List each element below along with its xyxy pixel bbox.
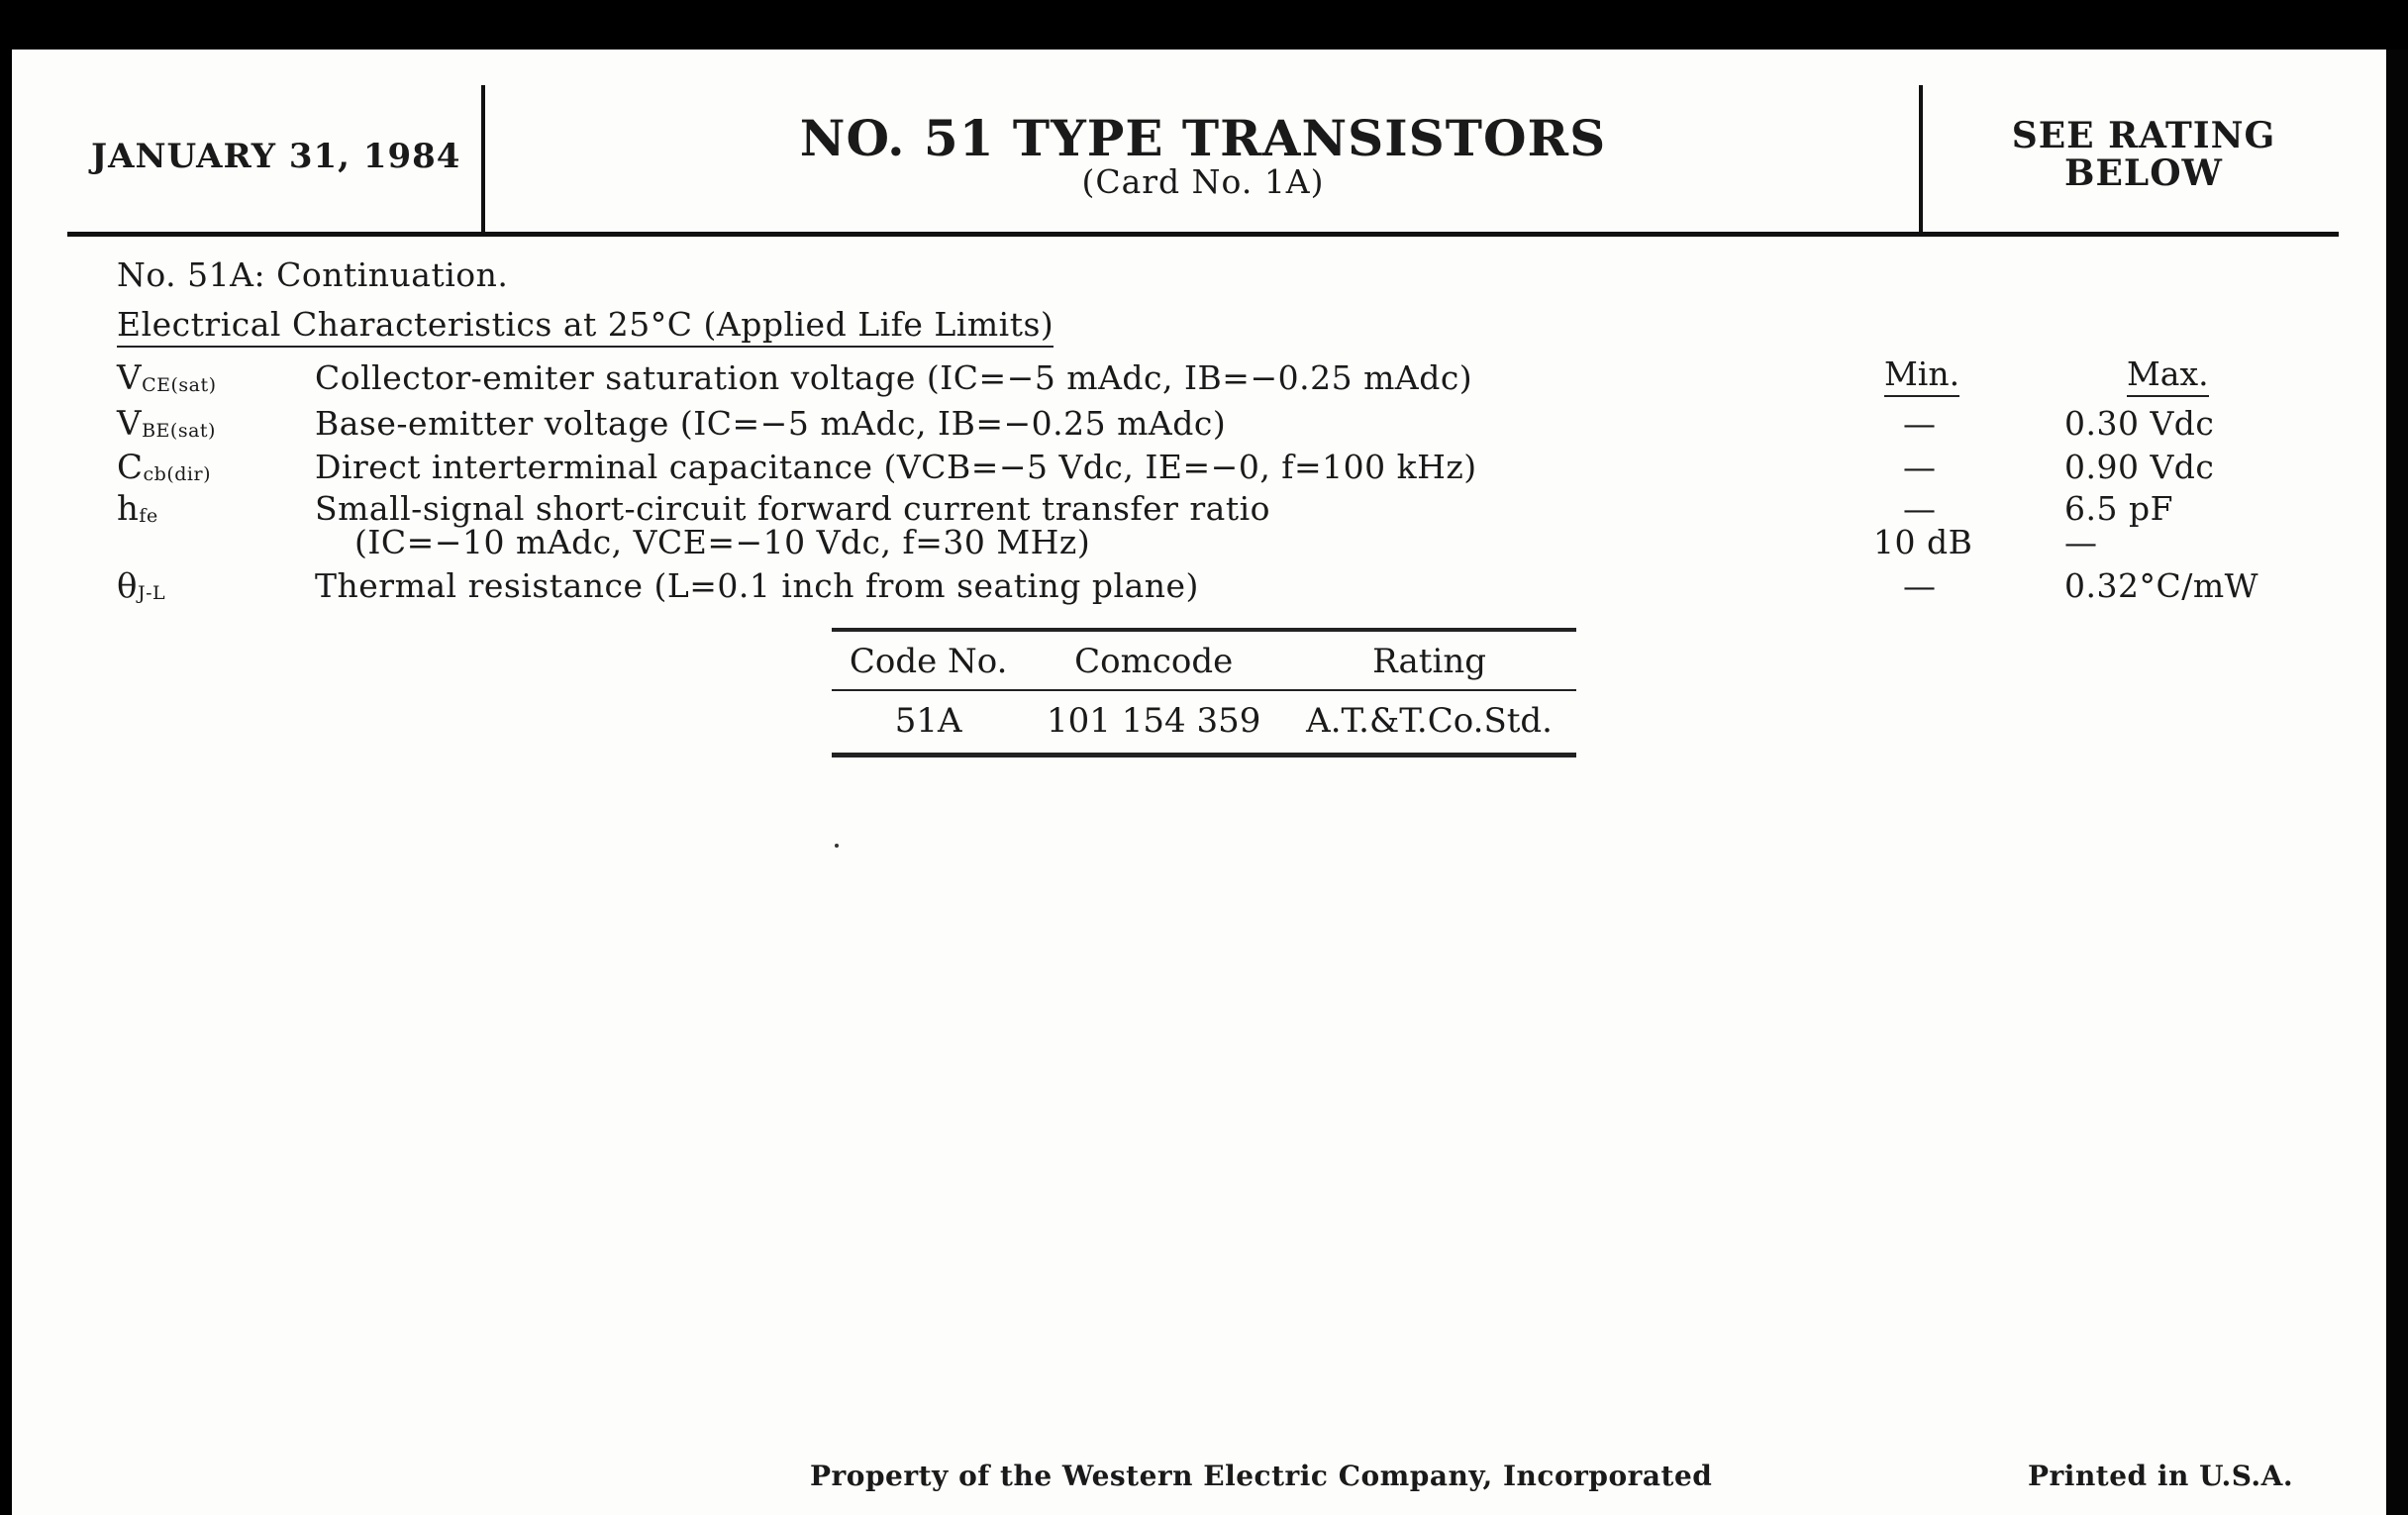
symbol-vce-sat: $V_{CE(sat)}$: [117, 358, 217, 398]
section-title: Electrical Characteristics at 25°C (Applied Life Limits): [117, 305, 1054, 348]
footer-printed: Printed in U.S.A.: [2028, 1460, 2294, 1492]
rating-line1: SEE RATING: [2011, 115, 2276, 156]
code-value: 51A: [894, 701, 962, 741]
row-description-line2: (IC=−10 mAdc, VCE=−10 Vdc, f=30 MHz): [354, 523, 1091, 561]
rating-value: A.T.&T.Co.Std.: [1306, 701, 1553, 741]
min-header: Min.: [1884, 354, 1959, 397]
row-max: 0.32°C/mW: [2064, 566, 2259, 605]
header-rating: [1956, 117, 2332, 192]
row-min-2: 10 dB: [1873, 523, 1973, 561]
row-max: 0.90 Vdc: [2064, 448, 2215, 486]
footer-property: Property of the Western Electric Company, Incorporated: [810, 1460, 1713, 1492]
row-description: Collector-emiter saturation voltage (IC=−5 mAdc, IB=−0.25 mAdc): [315, 358, 1473, 397]
page-subtitle: (Card No. 1A): [1081, 162, 1325, 201]
symbol-ccb-dir: $C_{cb(dir)}$: [117, 448, 211, 487]
row-min: —: [1903, 566, 1937, 605]
row-max: 6.5 pF: [2064, 489, 2173, 528]
comcode-value: 101 154 359: [1047, 701, 1261, 741]
rating-header: Rating: [1282, 630, 1576, 690]
page-title: NO. 51 TYPE TRANSISTORS: [799, 109, 1607, 167]
code-table: [832, 628, 1576, 758]
symbol-theta-jl: $\theta_{J-L}$: [117, 566, 166, 606]
header-date: JANUARY 31, 1984: [91, 137, 461, 176]
code-table-header-row: [832, 630, 1576, 690]
scan-edge: [2386, 50, 2408, 1515]
row-description: Base-emitter voltage (IC=−5 mAdc, IB=−0.25 mAdc): [315, 404, 1227, 443]
rating-line2: BELOW: [2064, 152, 2223, 194]
header-rule: [67, 232, 2339, 237]
code-header: Code No.: [832, 630, 1025, 690]
symbol-vbe-sat: $V_{BE(sat)}$: [117, 404, 216, 444]
row-min: —: [1903, 404, 1937, 443]
comcode-header: Comcode: [1025, 630, 1282, 690]
row-description: Direct interterminal capacitance (VCB=−5 Vdc, IE=−0, f=100 kHz): [315, 448, 1477, 486]
intro-text: No. 51A: Continuation.: [117, 255, 509, 294]
max-header: Max.: [2127, 354, 2209, 397]
header-divider-right: [1919, 85, 1923, 232]
row-description: Thermal resistance (L=0.1 inch from seating plane): [315, 566, 1199, 605]
row-min: —: [1903, 489, 1937, 528]
symbol-hfe: $h_{fe}$: [117, 489, 158, 529]
row-description: Small-signal short-circuit forward current transfer ratio: [315, 489, 1271, 528]
row-min: —: [1903, 448, 1937, 486]
row-max: 0.30 Vdc: [2064, 404, 2215, 443]
table-row: [832, 690, 1576, 756]
row-max-2: —: [2064, 523, 2098, 561]
speck: [835, 844, 839, 848]
